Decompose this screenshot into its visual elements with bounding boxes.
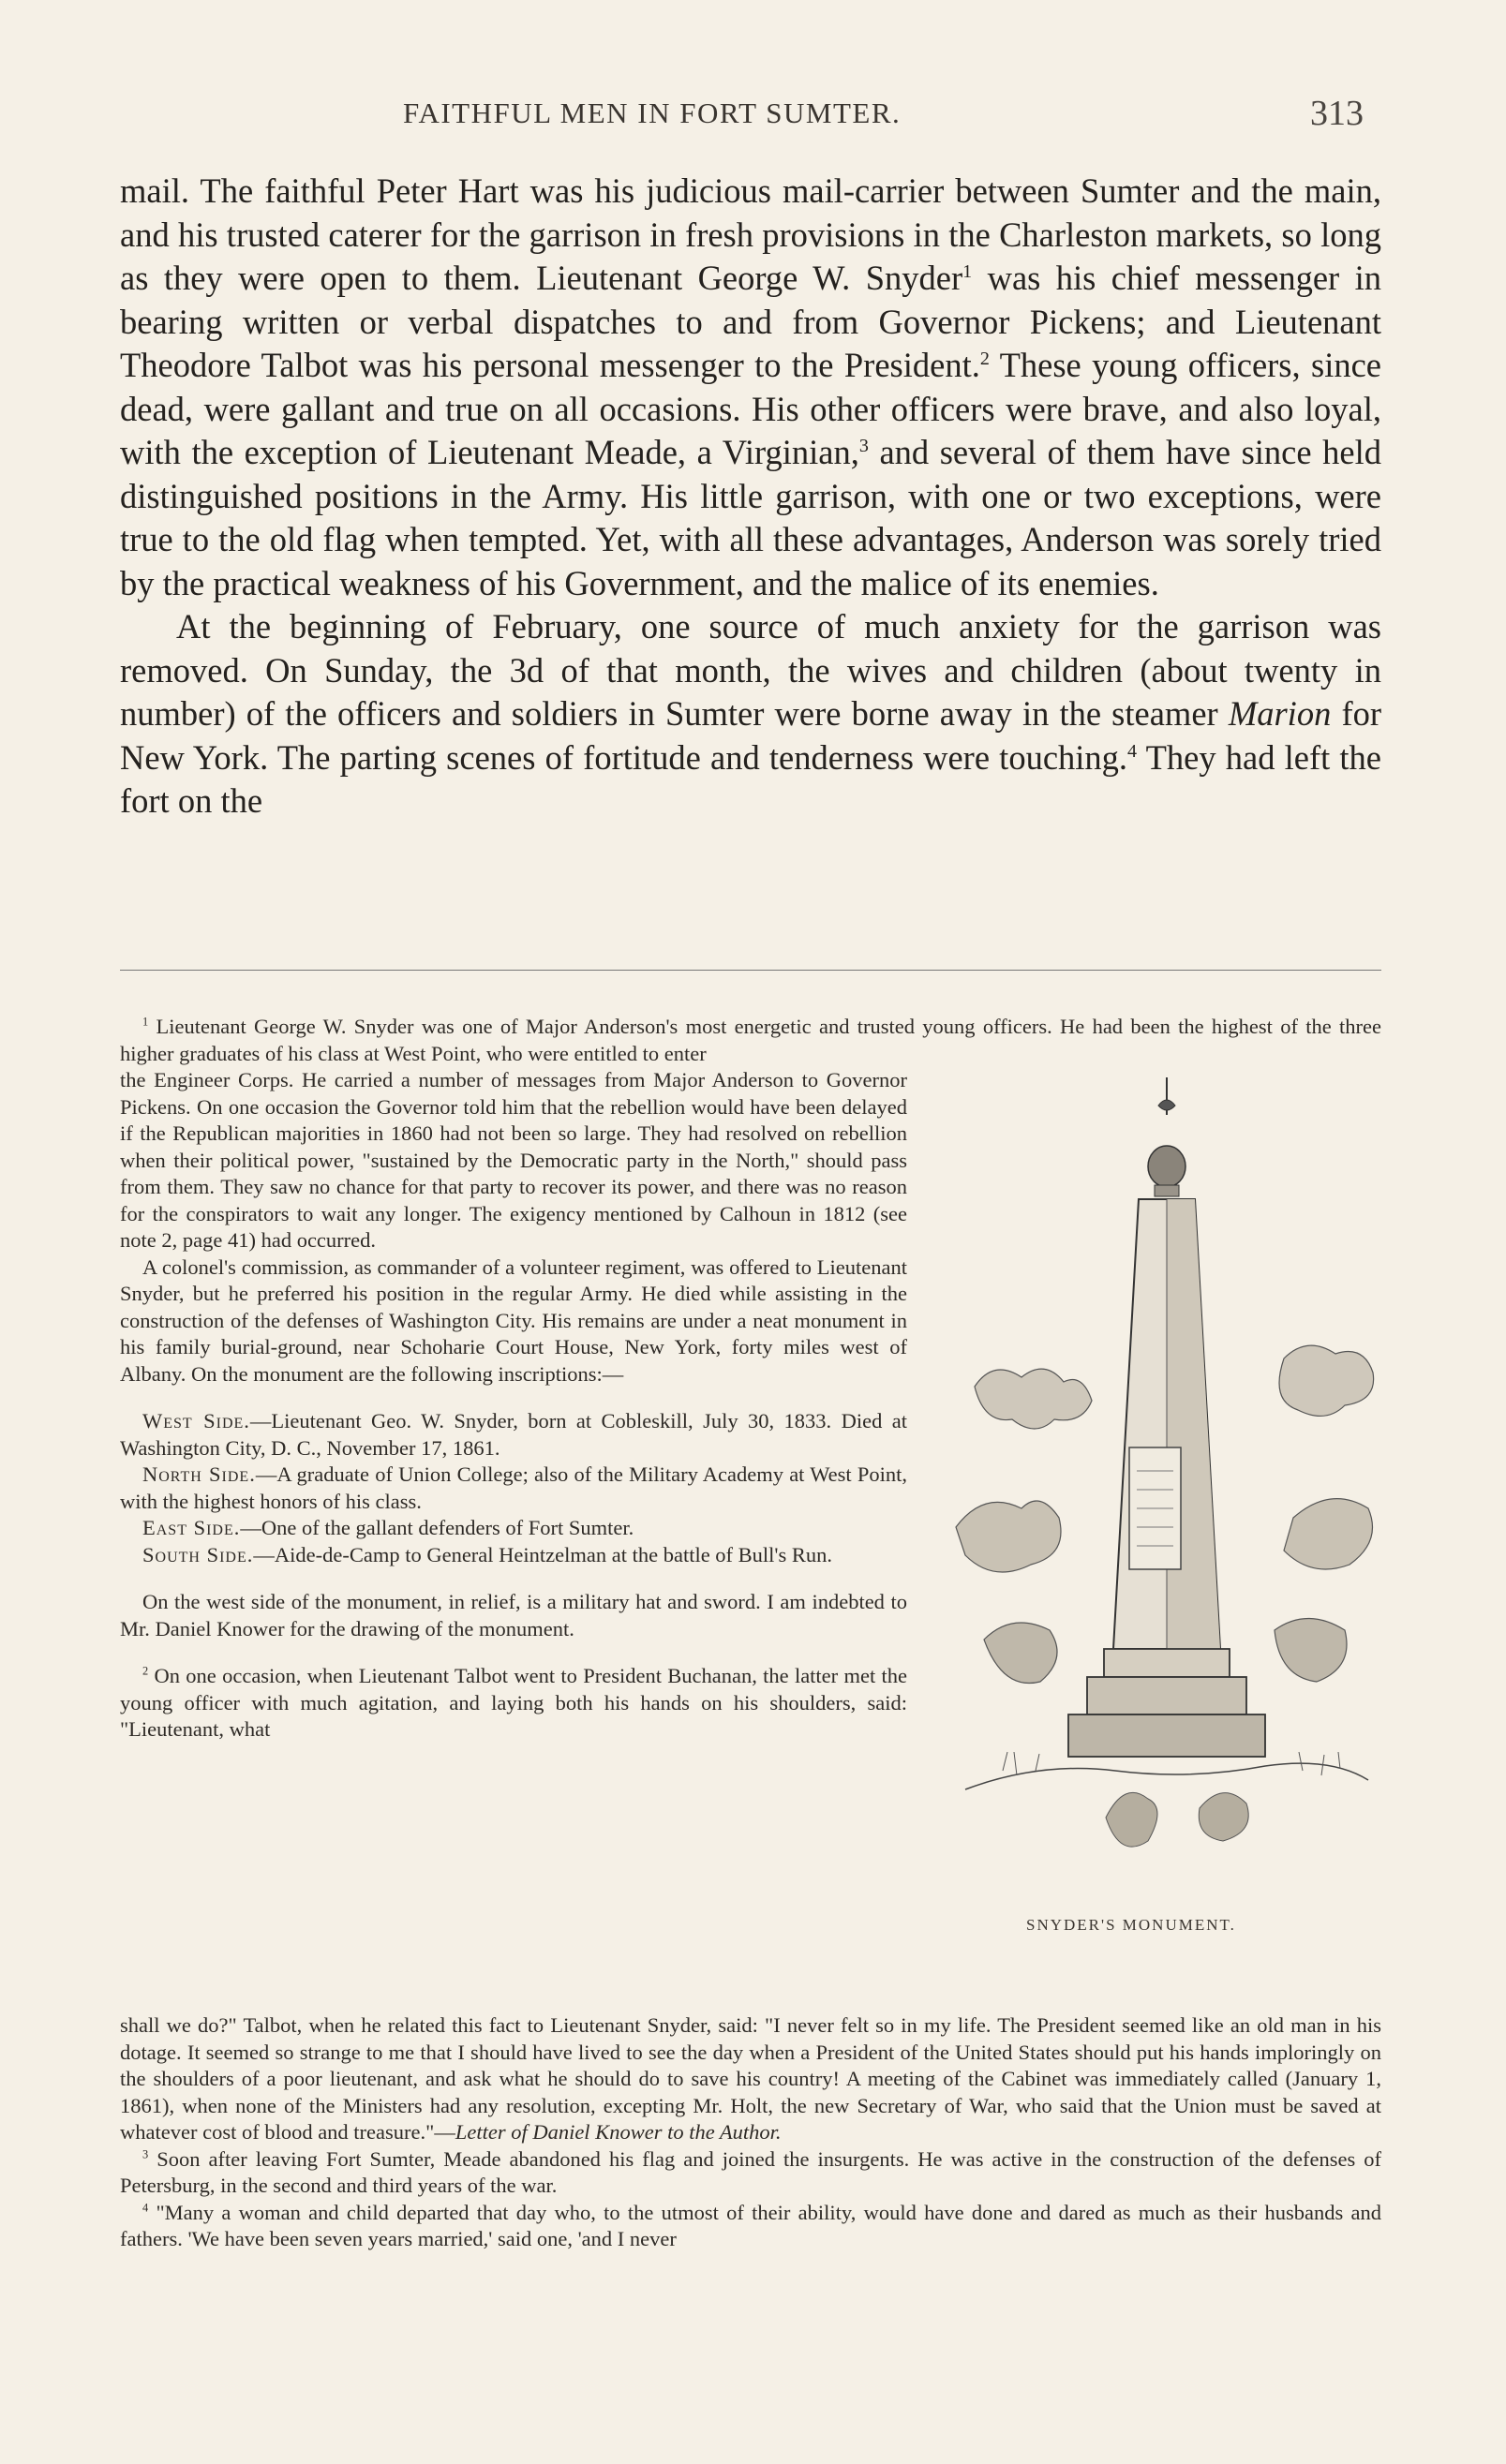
footnote-ref[interactable]: 1: [962, 260, 973, 282]
footnote-ref[interactable]: 3: [858, 435, 869, 456]
page-number: 313: [1310, 94, 1364, 133]
footnote-ref[interactable]: 4: [1127, 740, 1138, 762]
monument-icon: [947, 1077, 1387, 1883]
inscription-north: North Side.—A graduate of Union College; also of the Military Academy at West Point, with the highest honors of his class.: [120, 1462, 907, 1513]
footnote-divider: [120, 970, 1381, 971]
inscription-east: East Side.—One of the gallant defenders of Fort Sumter.: [142, 1516, 634, 1539]
page-header: [0, 89, 1506, 136]
footnote-3: $^3$ Soon after leaving Fort Sumter, Meade abandoned his flag and joined the insurgents. He was active in the construction of the defenses of Petersburg, in the second and third years of the war.: [120, 2146, 1381, 2197]
paragraph: At the beginning of February, one source of much anxiety for the garrison was removed. On Sunday, the 3d of that month, the wives and children (about twenty in number) of the officers and soldiers in Sumter were borne away in the steamer Marion for New York. The parting scenes of fortitude and tenderness were touching.$^4$ They had left the fort on the: [120, 607, 1381, 820]
footnote-4: $^4$ "Many a woman and child departed that day who, to the utmost of their ability, would have done and dared as much as their husbands and fathers. 'We have been seven years married,' said one, 'and I never: [120, 2200, 1381, 2250]
running-head: FAITHFUL MEN IN FORT SUMTER.: [403, 96, 902, 129]
footnote-text: A colonel's commission, as commander of a volunteer regiment, was offered to Lieutenant Snyder, but he preferred his position in the regular Army. He died while assisting in the construction of the defenses of Washington City. His remains are under a neat monument in his family burial-ground, near Schoharie Court House, New York, forty miles west of Albany. On the monument are the following inscriptions:—: [120, 1254, 907, 1386]
paragraph: mail. The faithful Peter Hart was his judicious mail-carrier between Sumter and the main, and his trusted caterer for the garrison in fresh provisions in the Charleston markets, so long as they were open to them. Lieutenant George W. Snyder$^1$ was his chief messenger in bearing written or verbal dispatches to and from Governor Pickens; and Lieutenant Theodore Talbot was his personal messenger to the President.$^2$ These young officers, since dead, were gallant and true on all occasions. His other officers were brave, and also loyal, with the exception of Lieutenant Meade, a Virginian,$^3$ and several of them have since held distinguished positions in the Army. His little garrison, with one or two exceptions, were true to the old flag when tempted. Yet, with all these advantages, Anderson was sorely tried by the practical weakness of his Government, and the malice of its enemies.: [120, 171, 1381, 602]
main-text: [120, 170, 1381, 824]
footnotes-continued: [120, 2012, 1381, 2253]
footnote-2-rest: shall we do?" Talbot, when he related this fact to Lieutenant Snyder, said: "I never felt so in my life. The President seemed like an old man in his dotage. It seemed so strange to me that I should have lived to see the day when a President of the United States should put his hands imploringly on the shoulders of a poor lieutenant, and ask what he should do to save his country! A meeting of the Cabinet was immediately called (January 1, 1861), when none of the Ministers had any resolution, excepting Mr. Holt, the new Secretary of War, who said that the Union must be saved at whatever cost of blood and treasure."—Letter of Daniel Knower to the Author.: [120, 2013, 1381, 2144]
footnote-text: the Engineer Corps. He carried a number of messages from Major Anderson to Governor Pickens. On one occasion the Governor told him that the rebellion would have been delayed if the Republican majorities in 1860 had not been so large. They had resolved on rebellion when their political power, "sustained by the Democratic party in the North," should pass from them. They saw no chance for that party to recover its power, and there was no reason for the conspirators to wait any longer. The exigency mentioned by Calhoun in 1812 (see note 2, page 41) had occurred.: [120, 1068, 907, 1252]
footnote-text: $^1$ Lieutenant George W. Snyder was one of Major Anderson's most energetic and trusted young officers. He had been the highest of the three higher graduates of his class at West Point, who were entitled to enter: [120, 1015, 1381, 1065]
inscription-south: South Side.—Aide-de-Camp to General Heintzelman at the battle of Bull's Run.: [142, 1542, 833, 1566]
footnote-text: On the west side of the monument, in relief, is a military hat and sword. I am indebted to Mr. Daniel Knower for the drawing of the monument.: [120, 1590, 907, 1640]
figure-caption: SNYDER'S MONUMENT.: [1026, 1916, 1236, 1934]
footnote-ref[interactable]: 2: [979, 348, 990, 369]
ship-name: Marion: [1228, 694, 1332, 733]
inscription-west: West Side.—Lieutenant Geo. W. Snyder, born at Cobleskill, July 30, 1833. Died at Washington City, D. C., November 17, 1861.: [120, 1409, 907, 1460]
footnote-1: [120, 1014, 1381, 1744]
footnote-2-lead: $^2$ On one occasion, when Lieutenant Talbot went to President Buchanan, the latter met the young officer with much agitation, and laying both his hands on his shoulders, said: "Lieutenant, what: [120, 1664, 907, 1741]
monument-engraving: [947, 1077, 1387, 1883]
